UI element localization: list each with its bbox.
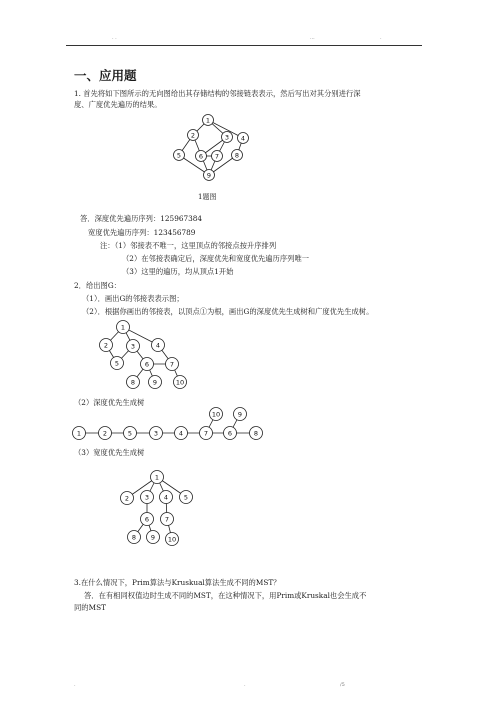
g1-label-3: 3: [224, 133, 230, 142]
dfs-label-2: 2: [102, 429, 108, 438]
g2-label-2: 2: [103, 341, 109, 350]
dfs-label-10: 10: [211, 410, 221, 419]
q3-answer-line1: 答．在有相同权值边时生成不同的MST，在这种情况下，用Prim或Kruskal也会生成不: [84, 591, 367, 600]
bfs-label-7: 7: [164, 515, 170, 524]
g1-label-7: 7: [214, 152, 220, 161]
footer-mark-center: .: [244, 682, 246, 688]
footer-page: /5: [340, 682, 345, 688]
bfs-label-3: 3: [144, 493, 150, 502]
dfs-label-9: 9: [237, 410, 243, 419]
dfs-label-4: 4: [178, 429, 184, 438]
answer-bfs-sequence: 宽度优先遍历序列：123456789: [88, 228, 196, 237]
dfs-label-8: 8: [253, 429, 259, 438]
q1-line1: 1. 首先将如下图所示的无向图给出其存储结构的邻接链表表示，然后写出对其分别进行深: [74, 89, 361, 98]
g2-label-9: 9: [152, 378, 158, 387]
section-title: 一、应用题: [74, 68, 137, 83]
note-1: 注：（1）邻接表不唯一，这里顶点的邻接点按升序排列: [100, 241, 277, 250]
note-3: （3）这里的遍历，均从顶点1开始: [122, 267, 234, 276]
q2-sub2: （2）．根据你画出的邻接表，以顶点①为根，画出G的深度优先生成树和广度优先生成树。: [82, 307, 374, 316]
figure-caption: 1题图: [198, 193, 217, 201]
bfs-label-4: 4: [163, 493, 169, 502]
q3-title: 3.在什么情况下，Prim算法与Kruskual算法生成不同的MST？: [74, 578, 281, 587]
header-mark-center: ...: [310, 35, 315, 41]
bfs-label-2: 2: [124, 494, 130, 503]
q2-title: 2．给出图G：: [74, 281, 121, 290]
bfs-label-5: 5: [183, 493, 189, 502]
g2-label-1: 1: [120, 323, 126, 332]
q2-sub1: （1）．画出G的邻接表表示图；: [82, 294, 184, 303]
g2-label-8: 8: [130, 378, 136, 387]
dfs-tree-label: （2）深度优先生成树: [74, 398, 145, 407]
g1-label-5: 5: [176, 151, 182, 160]
g1-label-1: 1: [205, 116, 211, 125]
g2-label-7: 7: [169, 360, 175, 369]
note-2: （2）在邻接表确定后，深度优先和宽度优先遍历序列唯一: [122, 254, 310, 263]
dfs-label-7: 7: [203, 429, 209, 438]
g1-label-2: 2: [190, 131, 196, 140]
g2-label-4: 4: [155, 341, 161, 350]
g1-label-9: 9: [206, 171, 212, 180]
q3-answer-line2: 同的MST: [74, 603, 106, 612]
g1-label-6: 6: [198, 152, 204, 161]
dfs-label-6: 6: [227, 429, 233, 438]
g1-label-8: 8: [234, 151, 240, 160]
g2-label-6: 6: [144, 360, 150, 369]
bfs-label-1: 1: [154, 473, 160, 482]
dfs-label-5: 5: [127, 429, 133, 438]
dfs-label-1: 1: [76, 429, 82, 438]
bfs-tree-nodes: [121, 471, 193, 546]
bfs-label-10: 10: [167, 535, 177, 544]
bfs-label-9: 9: [150, 533, 156, 542]
dfs-label-3: 3: [153, 429, 159, 438]
bfs-label-8: 8: [131, 533, 137, 542]
bfs-tree-label: （3）宽度优先生成树: [74, 448, 145, 457]
g2-label-5: 5: [114, 359, 120, 368]
header-mark-left: . .: [112, 35, 117, 41]
header-mark-right: .: [380, 35, 382, 41]
bfs-label-6: 6: [144, 515, 150, 524]
g2-label-3: 3: [130, 342, 136, 351]
g1-label-4: 4: [240, 134, 246, 143]
footer-mark-left: .: [74, 682, 76, 688]
q1-line2: 度、广度优先遍历的结果。: [74, 100, 162, 109]
g2-label-10: 10: [175, 378, 185, 387]
answer-dfs-sequence: 答．深度优先遍历序列：125967384: [80, 214, 203, 223]
